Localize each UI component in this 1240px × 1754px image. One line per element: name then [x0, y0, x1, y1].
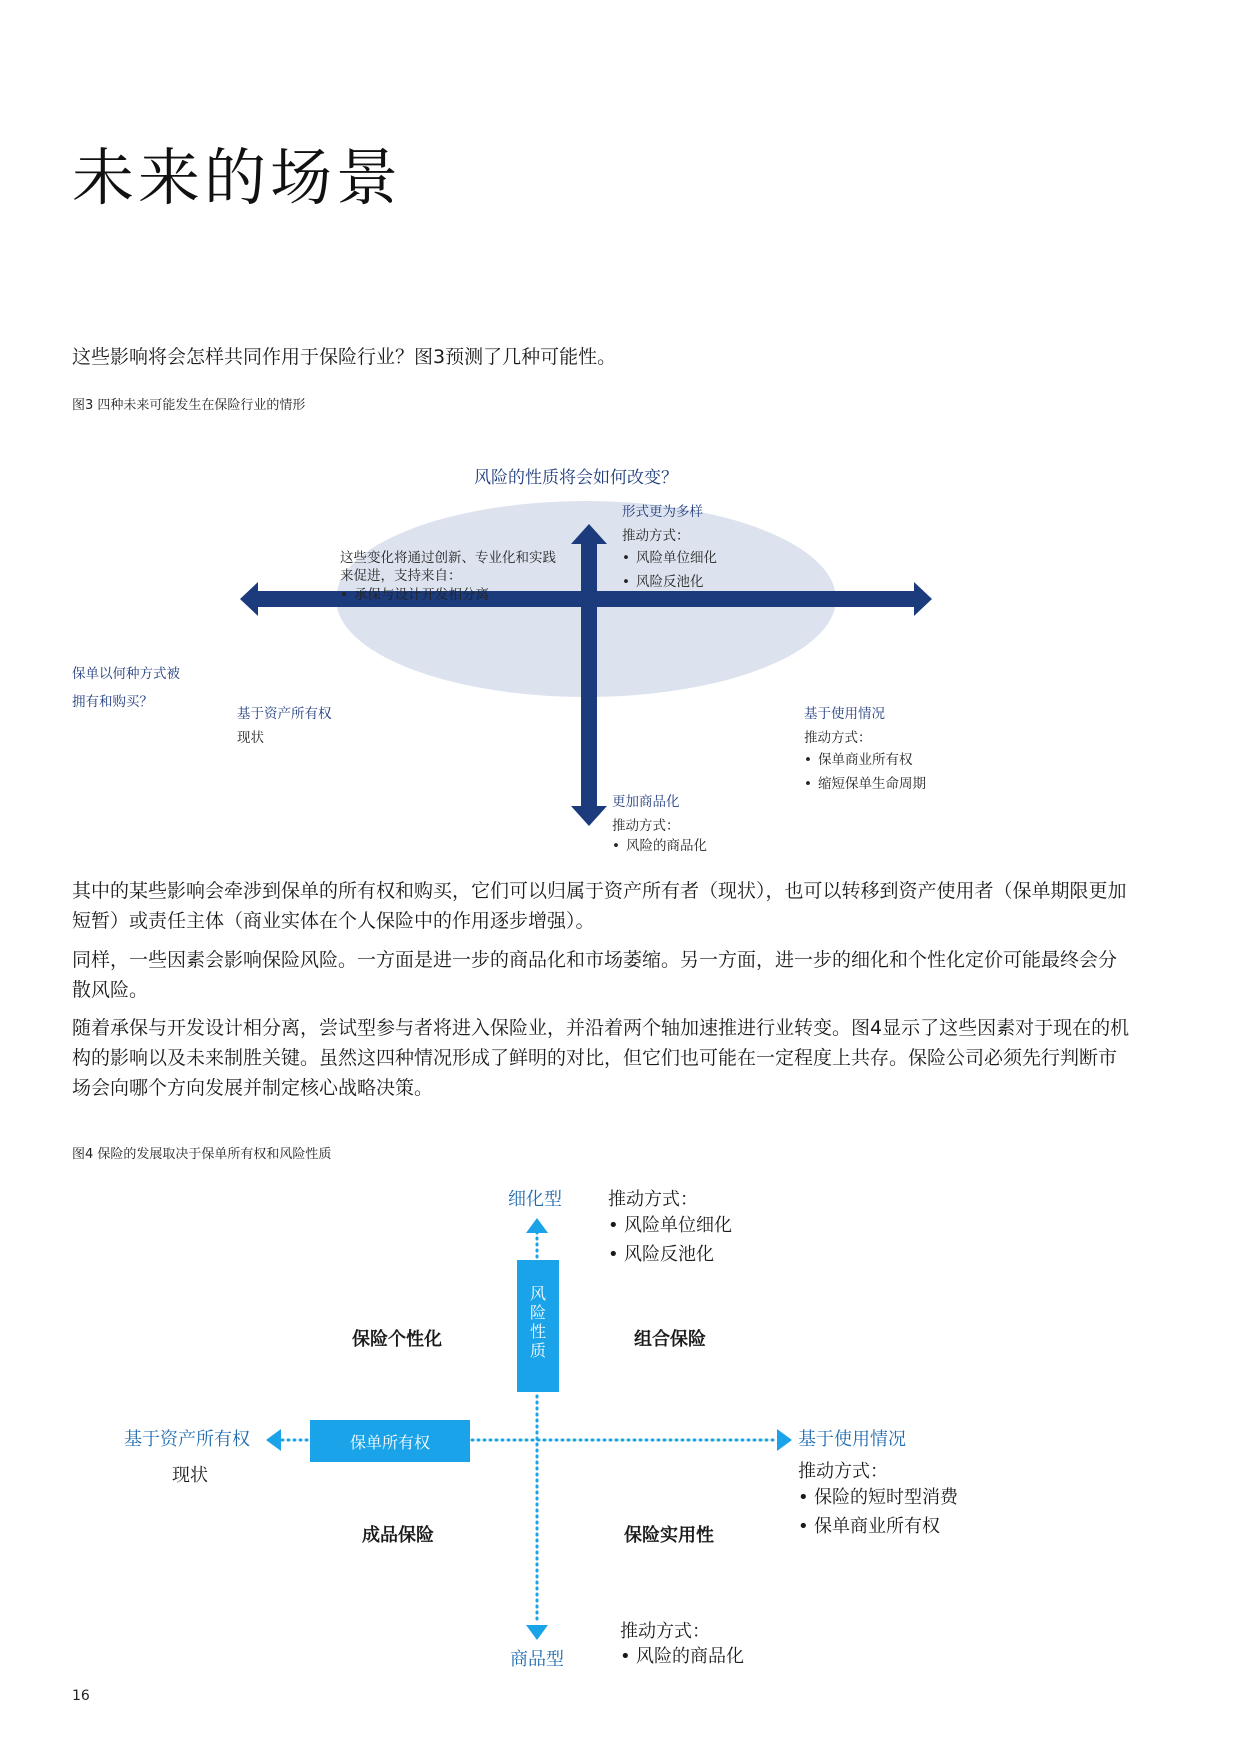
fig3-right-axis-title: 基于使用情况 — [804, 706, 885, 722]
fig3-top-right-title: 形式更为多样 — [622, 504, 703, 520]
fig4-quadrant-top-left: 保险个性化 — [352, 1329, 442, 1350]
fig4-left-label: 基于资产所有权 — [124, 1429, 250, 1450]
body-paragraph-3: 随着承保与开发设计相分离，尝试型参与者将进入保险业，并沿着两个轴加速推进行业转变。图4显示了这些因素对于现在的机构的影响以及未来制胜关键。虽然这四种情况形成了鲜明的对比，但它们也可能在一定程度上共存。保险公司必须先行判断市场会向哪个方向发展并制定核心战略决策。 — [72, 1017, 1130, 1099]
fig4-vertical-box-char: 性 — [529, 1322, 546, 1341]
body-paragraph-2: 同样，一些因素会影响保险风险。一方面是进一步的商品化和市场萎缩。另一方面，进一步的细化和个性化定价可能最终会分散风险。 — [72, 949, 1118, 1001]
fig3-right-axis-item: • 保单商业所有权 — [804, 748, 926, 772]
fig3-left-axis-title: 基于资产所有权 — [237, 706, 332, 722]
fig4-quadrant-bottom-left: 成品保险 — [362, 1525, 434, 1546]
fig4-quadrant-bottom-right: 保险实用性 — [624, 1525, 714, 1546]
fig4-top-label: 细化型 — [508, 1189, 562, 1210]
fig4-left-arrowhead — [266, 1429, 281, 1451]
fig4-vertical-box-char: 风 — [529, 1284, 546, 1303]
fig4-left-sub: 现状 — [172, 1465, 208, 1486]
fig4-bottom-arrowhead — [526, 1625, 548, 1640]
intro-paragraph: 这些影响将会怎样共同作用于保险行业？图3预测了几种可能性。 — [72, 346, 617, 368]
fig4-bottom-list — [620, 1643, 744, 1671]
fig4-right-item: • 保单商业所有权 — [798, 1512, 958, 1541]
fig3-bottom-drivers: 推动方式： — [612, 818, 680, 834]
fig3-left-question-2: 拥有和购买？ — [72, 694, 153, 710]
fig3-top-right-item: • 风险单位细化 — [622, 546, 717, 570]
fig3-top-left-text-1: 这些变化将通过创新、专业化和实践 — [340, 550, 556, 566]
fig4-top-item: • 风险反池化 — [608, 1240, 732, 1269]
fig3-right-axis-item: • 缩短保单生命周期 — [804, 772, 926, 796]
fig3-left-question-1: 保单以何种方式被 — [72, 666, 180, 682]
fig4-bottom-drivers: 推动方式： — [620, 1621, 710, 1642]
fig3-top-question: 风险的性质将会如何改变？ — [474, 468, 678, 488]
fig4-right-arrowhead — [777, 1429, 792, 1451]
fig4-bottom-label: 商品型 — [510, 1649, 564, 1670]
fig3-top-right-drivers: 推动方式： — [622, 528, 690, 544]
fig4-caption: 图4 保险的发展取决于保单所有权和风险性质 — [72, 1147, 332, 1162]
fig4-right-label: 基于使用情况 — [798, 1429, 906, 1450]
fig4-quadrant-top-right: 组合保险 — [634, 1329, 706, 1350]
body-paragraph-1: 其中的某些影响会牵涉到保单的所有权和购买，它们可以归属于资产所有者（现状），也可以转移到资产使用者（保单期限更加短暂）或责任主体（商业实体在个人保险中的作用逐步增强）。 — [72, 880, 1127, 932]
fig3-caption: 图3 四种未来可能发生在保险行业的情形 — [72, 398, 306, 413]
fig4-top-arrowhead — [526, 1218, 548, 1233]
fig4-right-drivers: 推动方式： — [798, 1461, 888, 1482]
page-title: 未来的场景 — [72, 141, 403, 214]
fig3-bottom-item: • 风险的商品化 — [612, 836, 707, 856]
fig4-bottom-item: • 风险的商品化 — [620, 1643, 744, 1671]
fig3-bottom-title: 更加商品化 — [612, 794, 680, 810]
fig4-right-list — [798, 1483, 958, 1541]
fig3-right-axis-drivers: 推动方式： — [804, 730, 872, 746]
fig4-right-item: • 保险的短时型消费 — [798, 1483, 958, 1512]
fig3-top-left-item: • 承保与设计开发相分离 — [340, 585, 489, 605]
fig4-top-list — [608, 1211, 732, 1269]
fig4-horizontal-box-label: 保单所有权 — [349, 1433, 430, 1452]
page-number: 16 — [72, 1688, 90, 1704]
fig3-top-left-text-2: 来促进，支持来自： — [340, 568, 462, 584]
fig4-vertical-box-label — [518, 1284, 558, 1360]
fig3-top-right-item: • 风险反池化 — [622, 570, 717, 594]
fig4-vertical-box-char: 质 — [529, 1341, 546, 1360]
fig3-left-axis-sub: 现状 — [237, 730, 264, 746]
fig4-vertical-box-char: 险 — [529, 1303, 546, 1322]
fig4-top-drivers: 推动方式： — [608, 1189, 698, 1210]
fig4-top-item: • 风险单位细化 — [608, 1211, 732, 1240]
